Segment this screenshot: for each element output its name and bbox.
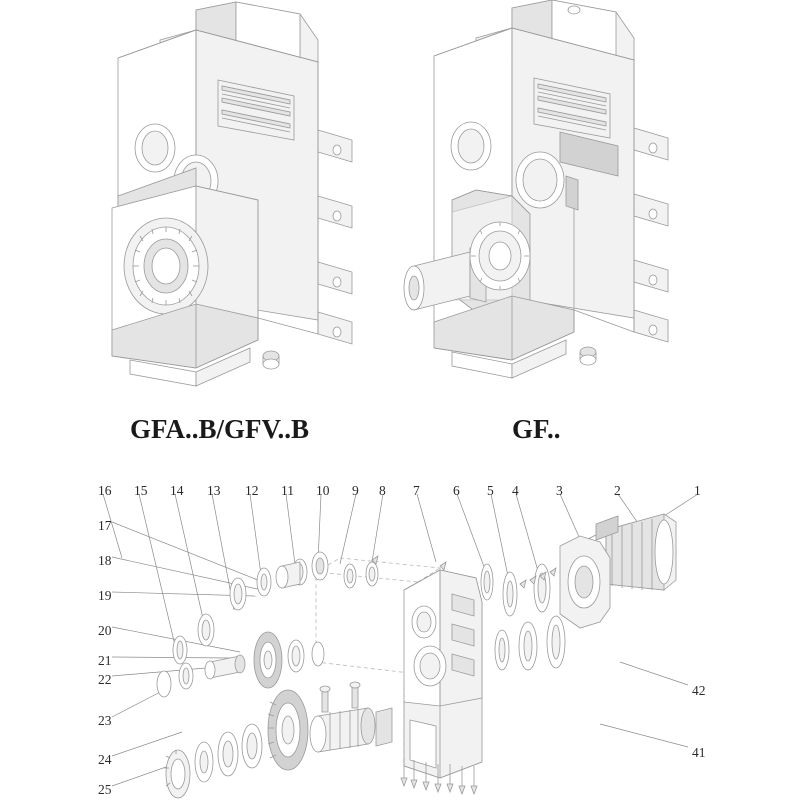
callout-2: 2: [614, 483, 621, 498]
callout-41: 41: [692, 745, 706, 760]
callout-19: 19: [98, 588, 112, 603]
part-bearing-stack-upper: [230, 552, 378, 610]
callout-18: 18: [98, 553, 112, 568]
exploded-assembly-svg: [0, 462, 800, 800]
view-label-gf: GF..: [512, 414, 561, 444]
callout-9: 9: [352, 483, 359, 498]
part-main-housing: [404, 570, 482, 778]
callout-22: 22: [98, 672, 112, 687]
view-label-gfa-b-gfv-b: GFA..B/GFV..B: [130, 414, 310, 444]
part-ring-set-right: [481, 564, 550, 616]
part-flange-housing: [560, 536, 610, 628]
callout-14: 14: [170, 483, 184, 498]
callout-20: 20: [98, 623, 112, 638]
callout-4: 4: [512, 483, 519, 498]
exploded-view-area: [0, 462, 800, 800]
callout-25: 25: [98, 782, 112, 797]
callout-11: 11: [281, 483, 294, 498]
callout-6: 6: [453, 483, 460, 498]
callout-17: 17: [98, 518, 112, 533]
callout-24: 24: [98, 752, 112, 767]
callout-3: 3: [556, 483, 563, 498]
callout-8: 8: [379, 483, 386, 498]
callout-10: 10: [316, 483, 330, 498]
part-seal-rings-lower-right: [495, 616, 565, 670]
gearbox-solid-shaft-view: [404, 0, 668, 378]
callout-23: 23: [98, 713, 112, 728]
callout-13: 13: [207, 483, 221, 498]
callout-12: 12: [245, 483, 259, 498]
callout-16: 16: [98, 483, 112, 498]
callout-1: 1: [694, 483, 701, 498]
callout-5: 5: [487, 483, 494, 498]
part-bearing-stack-middle: [157, 614, 324, 697]
callout-15: 15: [134, 483, 148, 498]
callout-21: 21: [98, 653, 112, 668]
callout-7: 7: [413, 483, 420, 498]
gearbox-hollow-shaft-view: [112, 2, 352, 386]
callout-42: 42: [692, 683, 706, 698]
leader-lines-right: [600, 662, 688, 747]
